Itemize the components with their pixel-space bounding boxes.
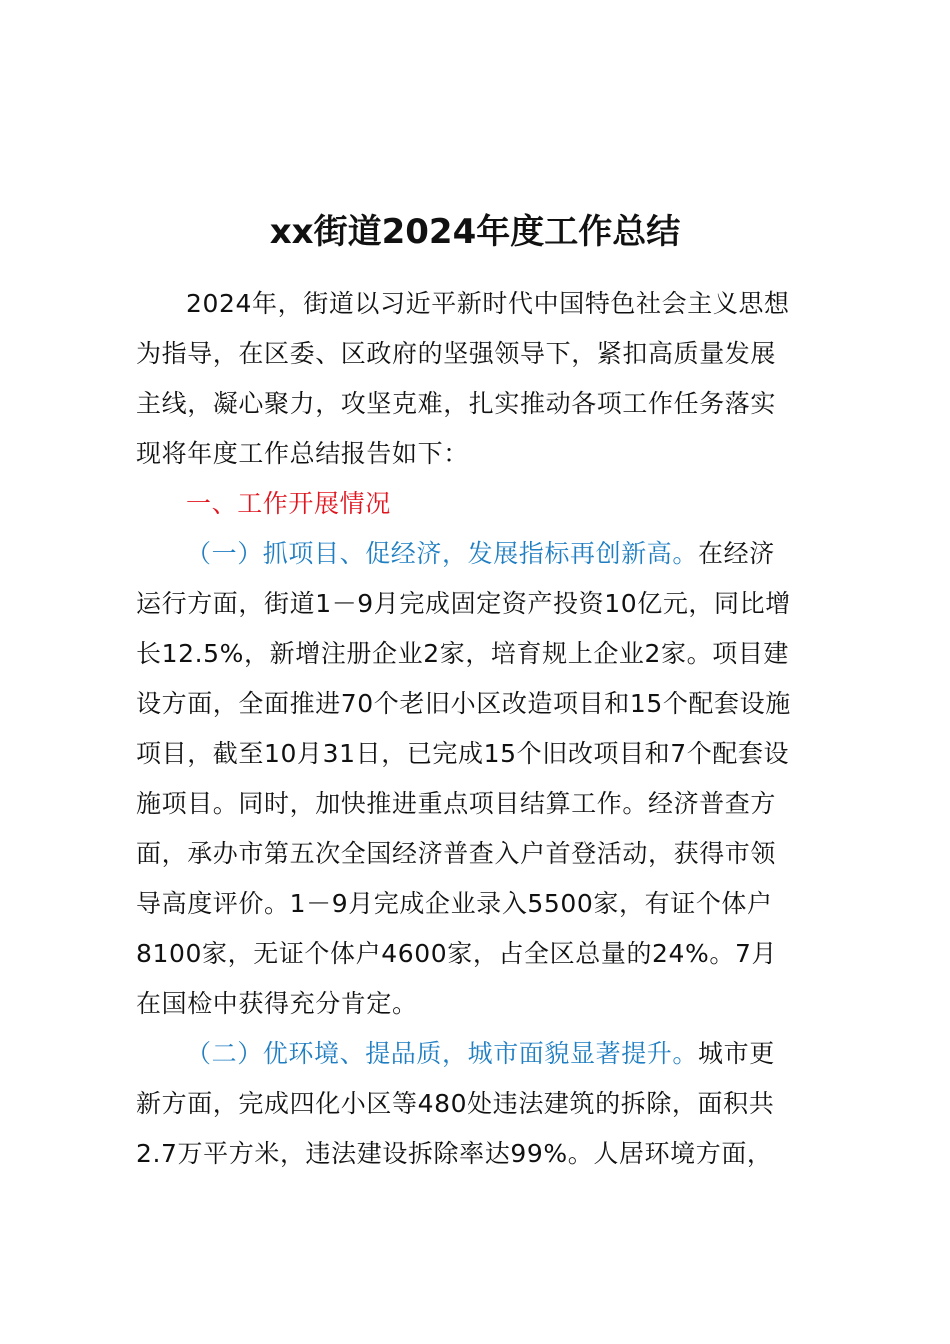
subsection-1-line: 运行方面，街道1－9月完成固定资产投资10亿元，同比增	[136, 589, 791, 618]
document-title: xx街道2024年度工作总结	[269, 212, 681, 252]
section-heading-1: 一、工作开展情况	[186, 489, 391, 518]
subsection-1-line: 导高度评价。1－9月完成企业录入5500家，有证个体户	[136, 889, 773, 918]
subsection-2-line: 新方面，完成四化小区等480处违法建筑的拆除，面积共	[136, 1089, 775, 1118]
subsection-1-heading: （一）抓项目、促经济，发展指标再创新高。	[186, 539, 699, 568]
subsection-1-line: 施项目。同时，加快推进重点项目结算工作。经济普查方	[136, 789, 777, 818]
subsection-2-first-line	[186, 1036, 775, 1072]
subsection-1-lead-text: 在经济	[698, 539, 775, 568]
intro-line-2: 为指导，在区委、区政府的坚强领导下，紧扣高质量发展	[136, 339, 777, 368]
intro-line-4: 现将年度工作总结报告如下：	[136, 439, 469, 468]
subsection-1-line: 长12.5%，新增注册企业2家，培育规上企业2家。项目建	[136, 639, 790, 668]
subsection-2-line: 2.7万平方米，违法建设拆除率达99%。人居环境方面，	[136, 1139, 773, 1168]
subsection-1-line: 项目，截至10月31日，已完成15个旧改项目和7个配套设	[136, 739, 790, 768]
subsection-1-line: 8100家，无证个体户4600家，占全区总量的24%。7月	[136, 939, 778, 968]
subsection-1-line: 面，承办市第五次全国经济普查入户首登活动，获得市领	[136, 839, 777, 868]
subsection-2-lead-text: 城市更	[698, 1039, 775, 1068]
intro-line-3: 主线，凝心聚力，攻坚克难，扎实推动各项工作任务落实	[136, 389, 777, 418]
subsection-2-heading: （二）优环境、提品质，城市面貌显著提升。	[186, 1039, 699, 1068]
subsection-1-line: 设方面，全面推进70个老旧小区改造项目和15个配套设施	[136, 689, 791, 718]
subsection-1-first-line	[186, 536, 775, 572]
subsection-1-line: 在国检中获得充分肯定。	[136, 989, 418, 1018]
intro-line-1: 2024年，街道以习近平新时代中国特色社会主义思想	[186, 289, 790, 318]
